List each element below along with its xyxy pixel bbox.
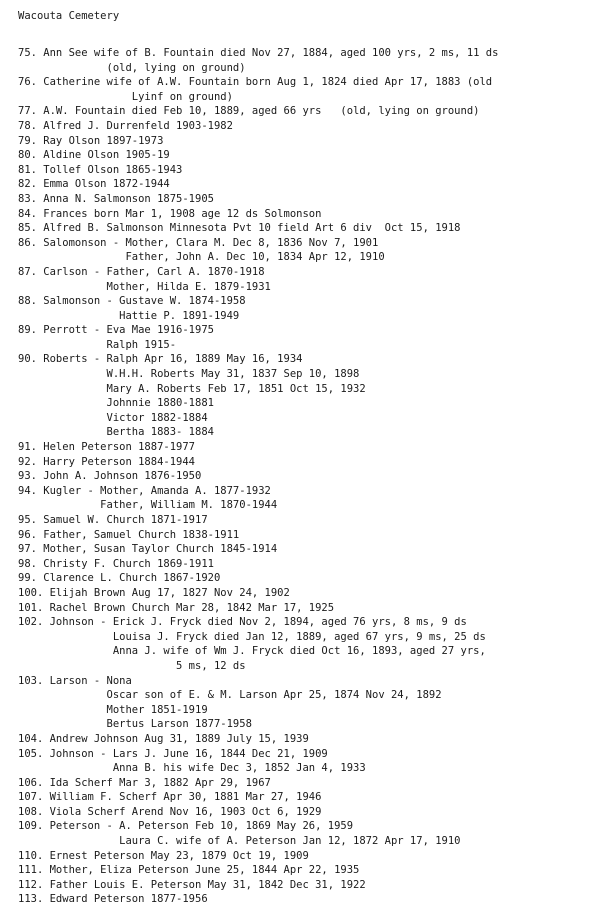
entry-line: Father, John A. Dec 10, 1834 Apr 12, 1910 <box>18 251 385 264</box>
entry-list <box>18 46 598 907</box>
entry-line: 107. William F. Scherf Apr 30, 1881 Mar 27, 1946 <box>18 791 322 804</box>
entry-line: 110. Ernest Peterson May 23, 1879 Oct 19, 1909 <box>18 849 309 862</box>
entry-line: 84. Frances born Mar 1, 1908 age 12 ds Solmonson <box>18 207 322 220</box>
entry-line: 78. Alfred J. Durrenfeld 1903-1982 <box>18 119 233 132</box>
entry-line: Laura C. wife of A. Peterson Jan 12, 1872 Apr 17, 1910 <box>18 835 461 848</box>
entry-line: W.H.H. Roberts May 31, 1837 Sep 10, 1898 <box>18 368 360 381</box>
entry-line: Lyinf on ground) <box>18 90 233 103</box>
entry-line: 88. Salmonson - Gustave W. 1874-1958 <box>18 295 246 308</box>
entry-line: 96. Father, Samuel Church 1838-1911 <box>18 528 240 541</box>
entry-line: Hattie P. 1891-1949 <box>18 309 240 322</box>
entry-line: Ralph 1915- <box>18 338 177 351</box>
entry-line: 92. Harry Peterson 1884-1944 <box>18 455 196 468</box>
entry-line: Louisa J. Fryck died Jan 12, 1889, aged 67 yrs, 9 ms, 25 ds <box>18 630 486 643</box>
entry-line: 106. Ida Scherf Mar 3, 1882 Apr 29, 1967 <box>18 776 271 789</box>
entry-line: 85. Alfred B. Salmonson Minnesota Pvt 10 field Art 6 div Oct 15, 1918 <box>18 222 461 235</box>
entry-line: Mary A. Roberts Feb 17, 1851 Oct 15, 1932 <box>18 382 366 395</box>
entry-line: 109. Peterson - A. Peterson Feb 10, 1869 May 26, 1959 <box>18 820 354 833</box>
entry-line: 108. Viola Scherf Arend Nov 16, 1903 Oct 6, 1929 <box>18 805 322 818</box>
entry-line: Oscar son of E. & M. Larson Apr 25, 1874 Nov 24, 1892 <box>18 689 442 702</box>
entry-line: (old, lying on ground) <box>18 61 246 74</box>
entry-line: Mother, Hilda E. 1879-1931 <box>18 280 271 293</box>
entry-line: 102. Johnson - Erick J. Fryck died Nov 2, 1894, aged 76 yrs, 8 ms, 9 ds <box>18 616 467 629</box>
entry-line: 89. Perrott - Eva Mae 1916-1975 <box>18 324 214 337</box>
entry-line: Anna J. wife of Wm J. Fryck died Oct 16, 1893, aged 27 yrs, <box>18 645 486 658</box>
entry-line: 104. Andrew Johnson Aug 31, 1889 July 15, 1939 <box>18 732 309 745</box>
entry-line: 95. Samuel W. Church 1871-1917 <box>18 514 208 526</box>
entry-line: 97. Mother, Susan Taylor Church 1845-1914 <box>18 543 278 556</box>
entry-line: Father, William M. 1870-1944 <box>18 499 278 512</box>
entry-line: 5 ms, 12 ds <box>18 659 246 672</box>
entry-line: 111. Mother, Eliza Peterson June 25, 1844 Apr 22, 1935 <box>18 864 360 877</box>
entry-line: 90. Roberts - Ralph Apr 16, 1889 May 16, 1934 <box>18 353 303 366</box>
entry-line: Johnnie 1880-1881 <box>18 397 214 410</box>
entry-line: 75. Ann See wife of B. Fountain died Nov 27, 1884, aged 100 yrs, 2 ms, 11 ds <box>18 47 499 59</box>
entry-line: Anna B. his wife Dec 3, 1852 Jan 4, 1933 <box>18 762 366 775</box>
entry-line: 94. Kugler - Mother, Amanda A. 1877-1932 <box>18 484 271 497</box>
entry-line: 80. Aldine Olson 1905-19 <box>18 149 170 162</box>
entry-line: Bertus Larson 1877-1958 <box>18 718 252 731</box>
entry-line: 105. Johnson - Lars J. June 16, 1844 Dec 21, 1909 <box>18 747 328 760</box>
entry-line: 82. Emma Olson 1872-1944 <box>18 178 170 191</box>
entry-line: 93. John A. Johnson 1876-1950 <box>18 470 202 483</box>
page-title: Wacouta Cemetery <box>18 10 120 22</box>
entry-line: 76. Catherine wife of A.W. Fountain born Aug 1, 1824 died Apr 17, 1883 (old <box>18 76 493 89</box>
entry-line: Victor 1882-1884 <box>18 411 208 424</box>
entry-line: 83. Anna N. Salmonson 1875-1905 <box>18 192 214 205</box>
entry-line: 79. Ray Olson 1897-1973 <box>18 134 164 147</box>
entry-line: 86. Salomonson - Mother, Clara M. Dec 8, 1836 Nov 7, 1901 <box>18 236 379 249</box>
entry-line: 87. Carlson - Father, Carl A. 1870-1918 <box>18 265 265 278</box>
entry-line: Bertha 1883- 1884 <box>18 426 214 439</box>
entry-line: 101. Rachel Brown Church Mar 28, 1842 Mar 17, 1925 <box>18 601 335 614</box>
entry-line: 100. Elijah Brown Aug 17, 1827 Nov 24, 1902 <box>18 586 290 599</box>
entry-line: 98. Christy F. Church 1869-1911 <box>18 557 214 570</box>
entry-line: 77. A.W. Fountain died Feb 10, 1889, aged 66 yrs (old, lying on ground) <box>18 105 480 118</box>
entry-line: Mother 1851-1919 <box>18 703 208 716</box>
entry-line: 113. Edward Peterson 1877-1956 <box>18 893 208 906</box>
entry-line: 91. Helen Peterson 1887-1977 <box>18 441 196 454</box>
entry-line: 103. Larson - Nona <box>18 674 132 687</box>
entry-line: 112. Father Louis E. Peterson May 31, 1842 Dec 31, 1922 <box>18 878 366 891</box>
entry-line: 99. Clarence L. Church 1867-1920 <box>18 572 221 585</box>
entry-line: 81. Tollef Olson 1865-1943 <box>18 163 183 176</box>
